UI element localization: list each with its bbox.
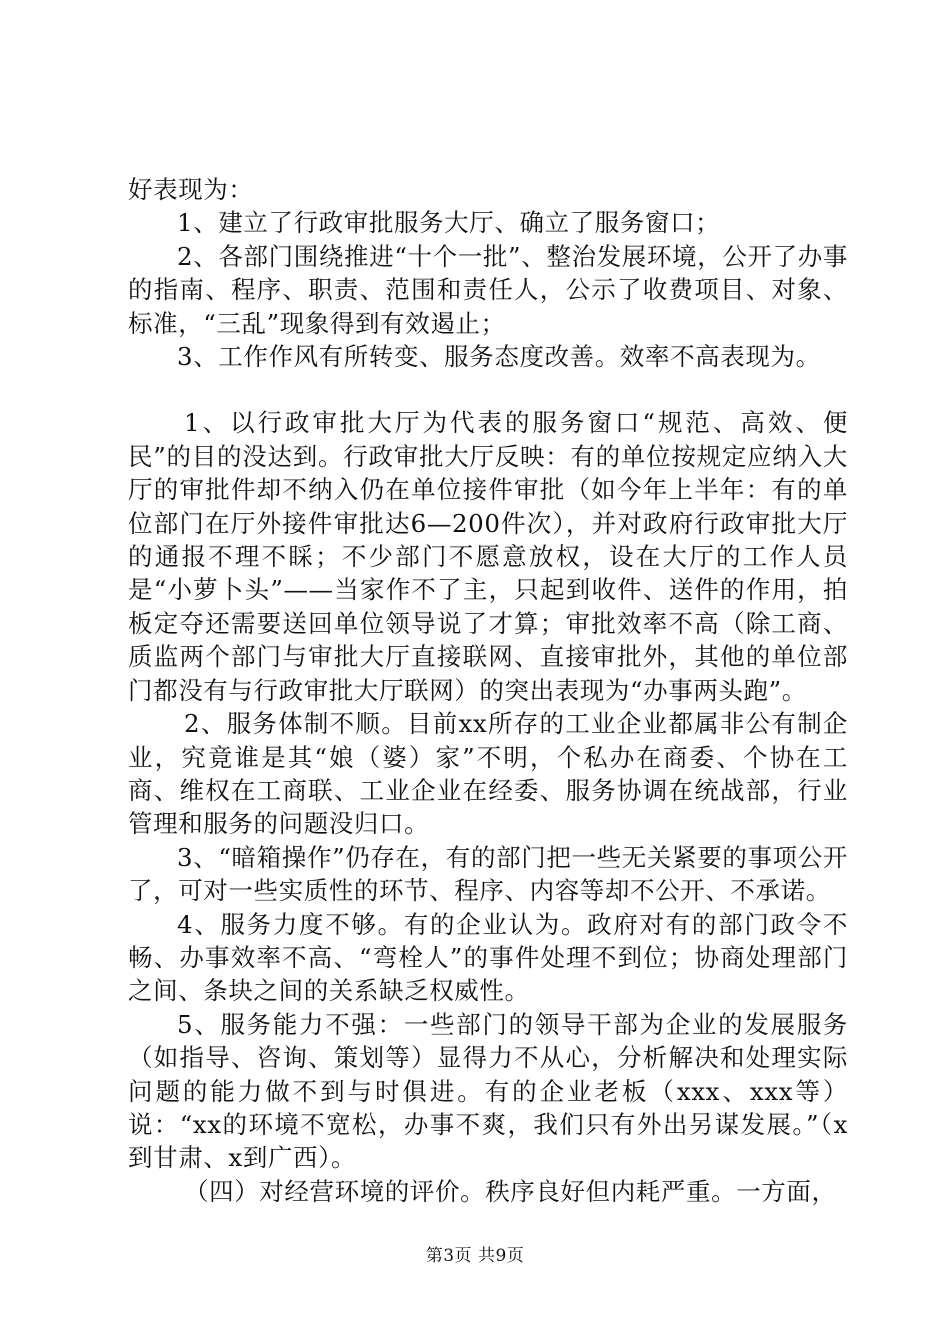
paragraph-issue-5: 5、服务能力不强：一些部门的领导干部为企业的发展服务（如指导、咨询、策划等）显得力不从心，分析解决和处理实际问题的能力做不到与时俱进。有的企业老板（xxx、xxx等）说：“xx的环境不宽松，办事不爽，我们只有外出另谋发展。”（x到甘肃、x到广西）。 xyxy=(128,1009,848,1173)
page-number-footer: 第3页 共9页 xyxy=(425,1246,525,1266)
paragraph-issue-2: 2、服务体制不顺。目前xx所存的工业企业都属非公有制企业，究竟谁是其“娘（婆）家”不明，个私办在商委、个协在工商、维权在工商联、工业企业在经委、服务协调在统战部，行业管理和服务的问题没归口。 xyxy=(128,709,848,839)
paragraph-item-3: 3、工作作风有所转变、服务态度改善。效率不高表现为。 xyxy=(177,342,821,372)
paragraph-intro: 好表现为： xyxy=(128,175,254,204)
paragraph-section-4: （四）对经营环境的评价。秩序良好但内耗严重。一方面， xyxy=(184,1176,837,1206)
paragraph-item-2: 2、各部门围绕推进“十个一批”、整治发展环境，公开了办事的指南、程序、职责、范围和责任人，公示了收费项目、对象、标准，“三乱”现象得到有效遏止； xyxy=(128,241,848,338)
document-body xyxy=(128,173,848,1208)
paragraph-spacer xyxy=(128,373,848,406)
paragraph-item-1: 1、建立了行政审批服务大厅、确立了服务窗口； xyxy=(177,208,721,238)
paragraph-issue-1: 1、以行政审批大厅为代表的服务窗口“规范、高效、便民”的目的没达到。行政审批大厅反映：有的单位按规定应纳入大厅的审批件却不纳入仍在单位接件审批（如今年上半年：有的单位部门在厅外接件审批达6—200件次），并对政府行政审批大厅的通报不理不睬；不少部门不愿意放权，设在大厅的工作人员是“小萝卜头”——当家作不了主，只起到收件、送件的作用，拍板定夺还需要送回单位领导说了才算；审批效率不高（除工商、质监两个部门与审批大厅直接联网、直接审批外，其他的单位部门都没有与行政审批大厅联网）的突出表现为“办事两头跑”。 xyxy=(128,408,848,705)
paragraph-issue-4: 4、服务力度不够。有的企业认为。政府对有的部门政令不畅、办事效率不高、“弯栓人”的事件处理不到位；协商处理部门之间、条块之间的关系缺乏权威性。 xyxy=(128,909,848,1006)
paragraph-issue-3: 3、“暗箱操作”仍存在，有的部门把一些无关紧要的事项公开了，可对一些实质性的环节、程序、内容等却不公开、不承诺。 xyxy=(128,842,848,906)
